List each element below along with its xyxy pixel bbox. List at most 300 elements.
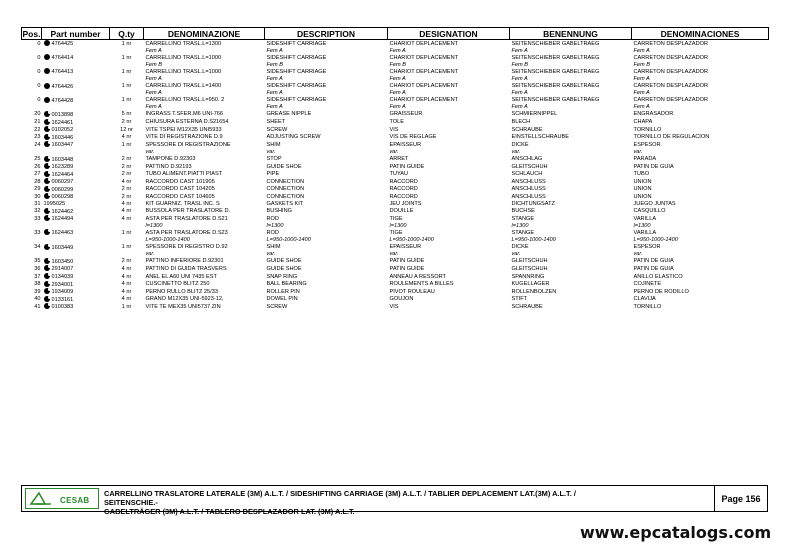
cell-pos: 32	[34, 208, 41, 215]
part-number-text: 1624494	[51, 216, 74, 223]
cell-part-number	[42, 119, 110, 127]
cell-de: GLEITSCHUH	[511, 258, 548, 265]
cell-part-number	[42, 149, 110, 156]
cell-part-number	[42, 141, 110, 149]
cell-es: L=950-1000-1400	[633, 237, 678, 244]
cell-qty	[110, 76, 144, 83]
table-row	[22, 134, 769, 142]
part-marker-icon	[44, 83, 50, 89]
part-number-text: 0060298	[51, 194, 74, 201]
cell-qty	[110, 90, 144, 97]
cell-pos: 21	[34, 119, 41, 126]
part-number-text: 0100383	[51, 304, 74, 311]
cell-part-number	[42, 76, 110, 83]
cell-it: RACCORDO CAST 101905	[145, 178, 215, 185]
cell-es: CARRETON DESPLAZADOR	[633, 97, 708, 104]
cell-en: l=1300	[266, 222, 284, 229]
cell-pos: 41	[34, 303, 41, 310]
cell-part-number	[42, 178, 110, 186]
part-number-text: 1603449	[51, 244, 74, 251]
cell-it: l=1300	[145, 222, 163, 229]
cell-qty: 1 nr	[121, 68, 132, 75]
cell-de: SEITENSCHIEBER GABELTRAEG	[511, 97, 600, 104]
part-marker-icon	[44, 156, 50, 162]
cell-en: GREASE NIPPLE	[266, 111, 312, 118]
cell-en: GUIDE SHOE	[266, 258, 302, 265]
cell-es: PATIN DE GUIA	[633, 265, 674, 272]
cell-it: PERNO RULLO BLITZ 25/33	[145, 288, 218, 295]
cell-de: SEITENSCHIEBER GABELTRAEG	[511, 83, 600, 90]
cell-part-number	[42, 134, 110, 142]
part-number-text: 1603446	[51, 134, 74, 141]
cell-it: VITE TE MEX35 UNI5737 ZIN	[145, 303, 221, 310]
table-row	[22, 119, 769, 127]
cell-pos: 25	[34, 156, 41, 162]
part-marker-icon	[44, 265, 50, 271]
cell-de: BLECH	[511, 119, 531, 126]
cell-it: INGRASS T.SFER.M6 UNI-766	[145, 111, 224, 118]
part-number-text: 1995025	[43, 201, 66, 208]
header-denominaciones: DENOMINACIONES	[632, 28, 769, 40]
cell-pos	[22, 251, 42, 258]
cell-it: SPESSORE DI REGISTRO D.92	[145, 244, 228, 251]
cell-pos: 28	[34, 178, 41, 185]
cell-pos: 36	[34, 265, 41, 272]
cell-qty	[110, 104, 144, 111]
cell-pos	[22, 104, 42, 111]
cell-es: l=1300	[633, 222, 651, 229]
part-number-text: 1624464	[51, 171, 74, 178]
cell-de: GLEITSCHUH	[511, 265, 548, 272]
table-row	[22, 193, 769, 201]
part-marker-icon	[44, 208, 50, 214]
cell-part-number	[42, 171, 110, 179]
cell-de: SPANNRING	[511, 273, 545, 280]
logo-text: CESAB	[60, 496, 90, 505]
cell-en: SIDESHIFT CARRIAGE	[266, 68, 327, 75]
cell-pos	[22, 90, 42, 97]
cell-it: Fem A	[145, 47, 162, 54]
cell-fr: Fem A	[389, 75, 406, 82]
cell-en: Fem A	[266, 47, 283, 54]
cell-qty: 2 nr	[121, 258, 132, 265]
cell-es: VARILLA	[633, 229, 657, 236]
cell-qty	[110, 251, 144, 258]
part-marker-icon	[44, 126, 50, 132]
cell-de: Fem A	[511, 75, 528, 82]
cell-de: STANGE	[511, 215, 535, 222]
part-number-text: 1603450	[51, 258, 74, 265]
cell-es: ESPESOR	[633, 244, 661, 251]
cell-es: Fem A	[633, 47, 650, 54]
part-number-text: 4764413	[51, 69, 74, 76]
part-marker-icon	[44, 141, 50, 147]
cell-it: ASTA PER TRASLATORE D.S23	[145, 229, 228, 236]
cell-pos: 38	[34, 281, 41, 288]
part-marker-icon	[44, 193, 50, 199]
cell-pos: 24	[34, 141, 41, 148]
cell-fr: TUYAU	[389, 171, 409, 178]
cell-it: Fem A	[145, 90, 162, 97]
cell-de: var.	[511, 251, 521, 258]
cell-pos: 34	[34, 244, 41, 251]
cell-en: STOP	[266, 156, 282, 162]
cell-de: DICHTUNGSATZ	[511, 201, 555, 208]
cell-en: Fem A	[266, 75, 283, 82]
cell-en: SCREW	[266, 126, 288, 133]
cell-fr: GOUJON	[389, 296, 414, 303]
cell-qty: 4 nr	[121, 134, 132, 141]
cell-de: ANSCHLAG	[511, 156, 543, 162]
cell-en: CONNECTION	[266, 193, 305, 200]
cell-de: DICKE	[511, 141, 529, 148]
cell-qty: 1 nr	[121, 54, 132, 61]
cell-es: CARRETON DESPLAZADOR	[633, 40, 708, 47]
cell-it: CARRELLINO TRASL.L=1300	[145, 40, 222, 47]
cell-en: SNAP RING	[266, 273, 298, 280]
cell-it: VITE DI REGISTRAZIONE D.9	[145, 134, 223, 141]
part-marker-icon	[44, 296, 50, 302]
cell-es: CARRETON DESPLAZADOR	[633, 68, 708, 75]
cell-en: SIDESHIFT CARRIAGE	[266, 97, 327, 104]
cell-pos: 27	[34, 171, 41, 178]
part-number-text: 1934009	[51, 289, 74, 296]
cell-en: CONNECTION	[266, 186, 305, 193]
part-marker-icon	[44, 229, 50, 235]
cell-qty: 5 nr	[121, 111, 132, 118]
table-row	[22, 215, 769, 223]
cell-fr: JEU JOINTS	[389, 201, 422, 208]
cell-fr: var.	[389, 148, 399, 155]
cell-it: PATTINO D.92193	[145, 163, 192, 170]
cell-it: Fem B	[145, 61, 162, 68]
cell-fr: RACCORD	[389, 178, 418, 185]
cell-pos: 33	[34, 215, 41, 222]
cell-en: Fem A	[266, 90, 283, 97]
cell-fr: GRAISSEUR	[389, 111, 423, 118]
cell-de: KUGELLAGER	[511, 281, 550, 288]
cell-en: ROD	[266, 215, 279, 222]
part-marker-icon	[44, 186, 50, 192]
cell-qty: 4 nr	[121, 265, 132, 272]
cell-qty: 4 nr	[121, 208, 132, 215]
cell-es: UNION	[633, 193, 652, 200]
footer-box	[21, 485, 768, 516]
cell-it: PATTINO INFERIORE D.92301	[145, 258, 224, 265]
cell-part-number	[42, 237, 110, 244]
cell-it: CUSCINETTO BLITZ 250	[145, 281, 210, 288]
cell-qty: 1 nr	[121, 40, 132, 47]
cell-en: SHEET	[266, 119, 286, 126]
cell-en: var.	[266, 148, 276, 155]
cell-qty: 4 nr	[121, 273, 132, 280]
cell-pos: 0	[37, 83, 41, 90]
cell-de: ROLLENBOLZEN	[511, 288, 557, 295]
cell-fr: CHARIOT DEPLACEMENT	[389, 40, 459, 47]
part-number-text: 1624463	[51, 230, 74, 237]
cell-fr: CHARIOT DEPLACEMENT	[389, 83, 459, 90]
cell-it: CARRELLINO TRASL.L=1000	[145, 68, 222, 75]
part-marker-icon	[44, 303, 50, 309]
cell-it: CARRELLINO TRASL.L=1400	[145, 83, 222, 90]
cell-fr: var.	[389, 251, 399, 258]
table-row	[22, 178, 769, 186]
part-number-text: 0134039	[51, 274, 74, 280]
cell-qty: 1 nr	[121, 141, 132, 148]
cell-part-number	[42, 265, 110, 273]
cell-es: TORNILLO DE REGULACION	[633, 134, 710, 141]
header-denominazione: DENOMINAZIONE	[144, 28, 265, 40]
cell-qty: 2 nr	[121, 186, 132, 193]
cell-fr: RACCORD	[389, 186, 418, 193]
cell-it: RACCORDO CAST 104605	[145, 193, 215, 200]
cell-fr: L=950-1000-1400	[389, 237, 434, 244]
cell-part-number	[42, 303, 110, 311]
part-marker-icon	[44, 111, 50, 117]
cell-de: Fem A	[511, 90, 528, 97]
cell-de: ANSCHLUSS	[511, 178, 546, 185]
table-row	[22, 141, 769, 149]
table-row	[22, 265, 769, 273]
table-row	[22, 68, 769, 76]
cell-de: ANSCHLUSS	[511, 186, 546, 193]
cell-pos: 26	[34, 163, 41, 170]
parts-rows	[22, 40, 769, 311]
cell-part-number	[42, 223, 110, 230]
cell-pos	[22, 62, 42, 69]
cell-qty: 4 nr	[121, 281, 132, 288]
cell-qty: 4 nr	[121, 288, 132, 295]
cell-es: PERNO DE RODILLO	[633, 288, 689, 295]
footer-title-line2: GABELTRÄGER (3M) A.L.T. / TABLERO DESPLAZADOR LAT. (3M) A.L.T.	[104, 507, 355, 516]
part-number-text: 1624462	[51, 208, 74, 215]
cell-part-number	[42, 97, 110, 105]
part-marker-icon	[44, 244, 50, 250]
part-number-text: 1623289	[51, 164, 74, 171]
cell-part-number	[42, 111, 110, 119]
footer-title	[104, 489, 624, 516]
cell-qty: 1 nr	[121, 97, 132, 104]
cell-it: Fem A	[145, 104, 162, 111]
cell-qty	[110, 237, 144, 244]
cell-en: PIPE	[266, 171, 280, 178]
cell-en: SIDESHIFT CARRIAGE	[266, 54, 327, 61]
cell-it: RACCORDO CAST 104205	[145, 186, 215, 193]
cell-pos: 39	[34, 288, 41, 295]
cell-part-number	[42, 229, 110, 237]
cell-fr: ANNEAU A RESSORT	[389, 273, 446, 280]
table-row	[22, 229, 769, 237]
part-number-text: 4764428	[51, 97, 74, 104]
cell-qty: 2 nr	[121, 163, 132, 170]
cell-es: TORNILLO	[633, 303, 662, 310]
table-row	[22, 288, 769, 296]
cell-qty: 12 nr	[120, 126, 133, 133]
cell-qty: 1 nr	[121, 303, 132, 310]
cell-pos: 0	[37, 40, 41, 47]
cell-es: var.	[633, 251, 643, 258]
cell-pos	[22, 48, 42, 55]
header-qty: Q.ty	[110, 28, 144, 40]
cell-qty: 1 nr	[121, 83, 132, 90]
header-row	[22, 28, 769, 40]
table-row	[22, 171, 769, 179]
cell-part-number	[42, 281, 110, 289]
table-subrow	[22, 76, 769, 83]
cell-es: ANILLO ELASTICO	[633, 273, 683, 280]
table-subrow	[22, 48, 769, 55]
cell-qty	[110, 62, 144, 69]
cell-en: L=950-1000-1400	[266, 237, 311, 244]
cell-fr: VIS	[389, 303, 399, 310]
table-row	[22, 244, 769, 252]
part-marker-icon	[44, 281, 50, 287]
part-marker-icon	[44, 163, 50, 169]
cell-es: UNION	[633, 178, 652, 185]
cell-fr: ROULEMENTS A BILLES	[389, 281, 454, 288]
cell-es: PARADA	[633, 156, 657, 162]
cell-fr: CHARIOT DEPLACEMENT	[389, 68, 459, 75]
cell-fr: PIVOT ROULEAU	[389, 288, 435, 295]
table-row	[22, 296, 769, 304]
table-row	[22, 40, 769, 48]
part-marker-icon	[44, 258, 50, 264]
part-marker-icon	[44, 40, 50, 46]
cell-qty: 4 nr	[121, 215, 132, 222]
cell-de: SEITENSCHIEBER GABELTRAEG	[511, 54, 600, 61]
cell-fr: TOLE	[389, 119, 405, 126]
part-marker-icon	[44, 178, 50, 184]
watermark: www.epcatalogs.com	[580, 523, 772, 542]
part-marker-icon	[44, 119, 50, 125]
cell-part-number	[42, 90, 110, 97]
cell-de: Fem B	[511, 61, 528, 68]
cell-part-number	[42, 104, 110, 111]
cell-de: var.	[511, 148, 521, 155]
cell-de: BUCHSE	[511, 208, 535, 215]
part-number-text: 4764426	[51, 83, 74, 90]
cell-part-number	[42, 193, 110, 201]
part-number-text: 0060297	[51, 179, 74, 186]
cell-es: Fem A	[633, 75, 650, 82]
cell-es: UNION	[633, 186, 652, 193]
cell-en: ADJUSTING SCREW	[266, 134, 321, 141]
cell-pos: 30	[34, 193, 41, 200]
cell-fr: TIGE	[389, 229, 403, 236]
table-subrow	[22, 62, 769, 69]
part-marker-icon	[44, 97, 50, 103]
cell-fr: EPAISSEUR	[389, 141, 422, 148]
cell-de: SEITENSCHIEBER GABELTRAEG	[511, 68, 600, 75]
cell-es: CASQUILLO	[633, 208, 666, 215]
cell-en: ROD	[266, 229, 279, 236]
cell-pos	[22, 223, 42, 230]
cell-es: VARILLA	[633, 215, 657, 222]
cell-en: GASKETS KIT	[266, 201, 304, 208]
cell-pos	[22, 76, 42, 83]
header-part-number: Part number	[42, 28, 110, 40]
cell-part-number	[42, 273, 110, 281]
cell-qty	[110, 48, 144, 55]
table-row	[22, 83, 769, 91]
cell-es: CHAPA	[633, 119, 653, 126]
cell-pos: 35	[34, 258, 41, 265]
cell-part-number	[42, 40, 110, 48]
cell-fr: EPAISSEUR	[389, 244, 422, 251]
cell-part-number	[42, 62, 110, 69]
cell-qty: 4 nr	[121, 178, 132, 185]
cell-part-number	[42, 54, 110, 62]
table-row	[22, 126, 769, 134]
cell-fr: CHARIOT DEPLACEMENT	[389, 54, 459, 61]
cell-qty	[110, 223, 144, 230]
table-subrow	[22, 90, 769, 97]
cell-part-number	[42, 288, 110, 296]
cell-es: TORNILLO	[633, 126, 662, 133]
table-row	[22, 303, 769, 311]
part-number-text: 1624461	[51, 119, 74, 126]
table-row	[22, 273, 769, 281]
cesab-logo	[25, 488, 99, 509]
cell-it: L=950-1000-1400	[145, 237, 190, 244]
cell-pos: 0	[37, 68, 41, 75]
cell-part-number	[42, 48, 110, 55]
table-row	[22, 281, 769, 289]
cell-en: BALL BEARING	[266, 281, 307, 288]
table-row	[22, 156, 769, 164]
cell-part-number	[42, 83, 110, 91]
part-number-text: 0013898	[51, 111, 74, 118]
part-marker-icon	[44, 273, 50, 279]
cell-en: ROLLER PIN	[266, 288, 300, 295]
cell-part-number	[42, 296, 110, 304]
cell-en: SHIM	[266, 141, 281, 148]
cell-part-number	[42, 215, 110, 223]
cell-it: CARRELLINO TRASL.L=950. 2	[145, 97, 225, 104]
cell-fr: PATIN GUIDE	[389, 258, 425, 265]
cell-fr: RACCORD	[389, 193, 418, 200]
cell-de: STANGE	[511, 229, 535, 236]
cell-pos: 22	[34, 126, 41, 133]
cell-es: Fem A	[633, 90, 650, 97]
cell-en: Fem A	[266, 104, 283, 111]
parts-table	[21, 27, 769, 311]
cell-en: SIDESHIFT CARRIAGE	[266, 83, 327, 90]
cell-es: var.	[633, 148, 643, 155]
cell-it: var.	[145, 148, 155, 155]
cell-fr: Fem A	[389, 90, 406, 97]
cell-part-number	[42, 208, 110, 216]
cell-it: ASTA PER TRASLATORE D.S21	[145, 215, 228, 222]
cell-qty	[110, 149, 144, 156]
cell-part-number	[42, 251, 110, 258]
table-subrow	[22, 223, 769, 230]
table-row	[22, 186, 769, 194]
cell-pos: 40	[34, 296, 41, 303]
cell-es: CARRETON DESPLAZADOR	[633, 54, 708, 61]
part-marker-icon	[44, 54, 50, 60]
part-number-text: 1603448	[51, 156, 74, 163]
cell-pos: 20	[34, 111, 41, 118]
cell-fr: CHARIOT DEPLACEMENT	[389, 97, 459, 104]
cell-de: EINSTELLSCHRAUBE	[511, 134, 570, 141]
cell-qty: 4 nr	[121, 201, 132, 208]
cell-es: CARRETON DESPLAZADOR	[633, 83, 708, 90]
header-description: DESCRIPTION	[265, 28, 388, 40]
cell-fr: VIS	[389, 126, 399, 133]
cell-pos: 29	[34, 186, 41, 193]
table-row	[22, 208, 769, 216]
